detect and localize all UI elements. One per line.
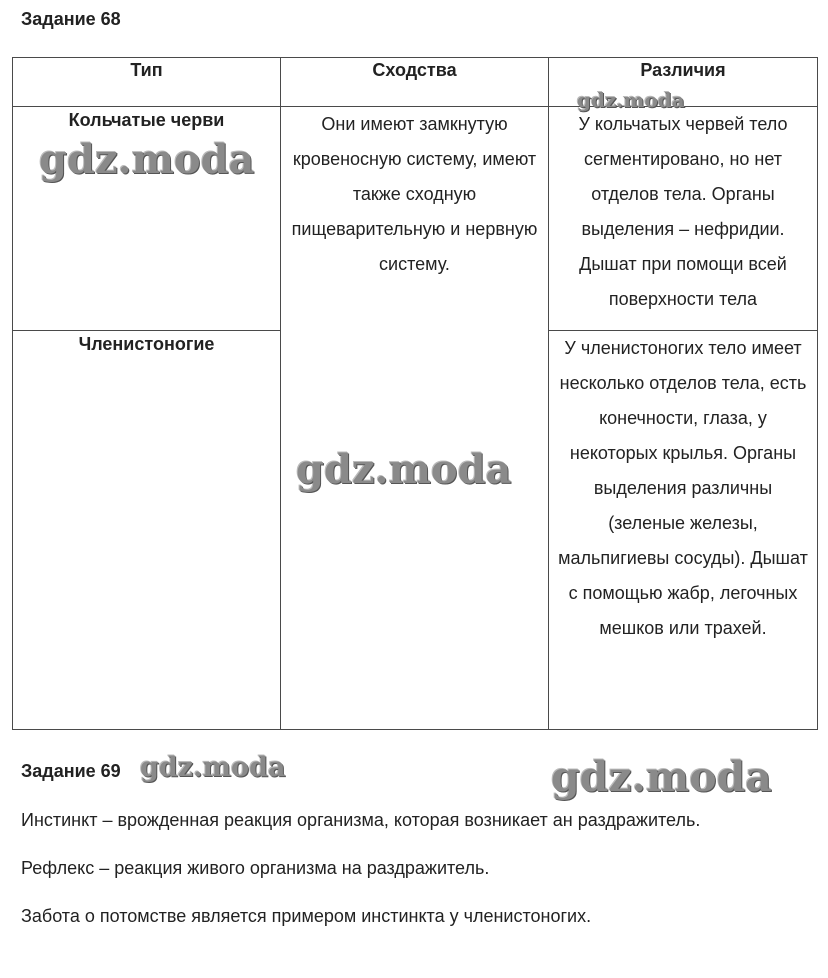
watermark-logo: gdz.moda: [577, 88, 685, 112]
task-69-title: Задание 69: [21, 761, 121, 781]
differences-text: У кольчатых червей тело сегментировано, но нет отделов тела. Органы выделения – нефридии. Дышат при помощи всей поверхности тела: [578, 114, 788, 309]
table-row: [13, 107, 818, 331]
type-label: Кольчатые черви: [68, 110, 225, 130]
watermark-logo: gdz.moda: [296, 446, 512, 493]
header-similarities: Сходства: [281, 58, 549, 107]
watermark-logo: gdz.moda: [39, 136, 255, 183]
header-type: Тип: [13, 58, 281, 107]
similarities-text: Они имеют замкнутую кровеносную систему, имеют также сходную пищеварительную и нервную систему.: [291, 114, 538, 274]
type-label: Членистоногие: [78, 334, 215, 354]
differences-cell-annelids: [549, 107, 818, 331]
watermark-logo: gdz.moda: [551, 753, 772, 801]
watermark-logo: gdz.moda: [140, 752, 286, 783]
task-68-title: Задание 68: [21, 9, 121, 29]
differences-text: У членистоногих тело имеет несколько отделов тела, есть конечности, глаза, у некоторых крылья. Органы выделения различны (зеленые железы, мальпигиевы сосуды). Дышат с помощью жабр, легочных мешков или трахей.: [558, 338, 808, 638]
type-cell-annelids: [13, 107, 281, 331]
instinct-definition: Инстинкт – врожденная реакция организма, которая возникает ан раздражитель.: [21, 810, 701, 830]
type-cell-arthropods: [13, 331, 281, 730]
instinct-example: Забота о потомстве является примером инстинкта у членистоногих.: [21, 906, 592, 926]
reflex-definition: Рефлекс – реакция живого организма на раздражитель.: [21, 858, 490, 878]
table-header-row: [13, 58, 818, 107]
header-differences: Различия: [549, 58, 818, 107]
differences-cell-arthropods: [549, 331, 818, 730]
similarities-cell: [281, 107, 549, 730]
comparison-table: [12, 57, 818, 730]
